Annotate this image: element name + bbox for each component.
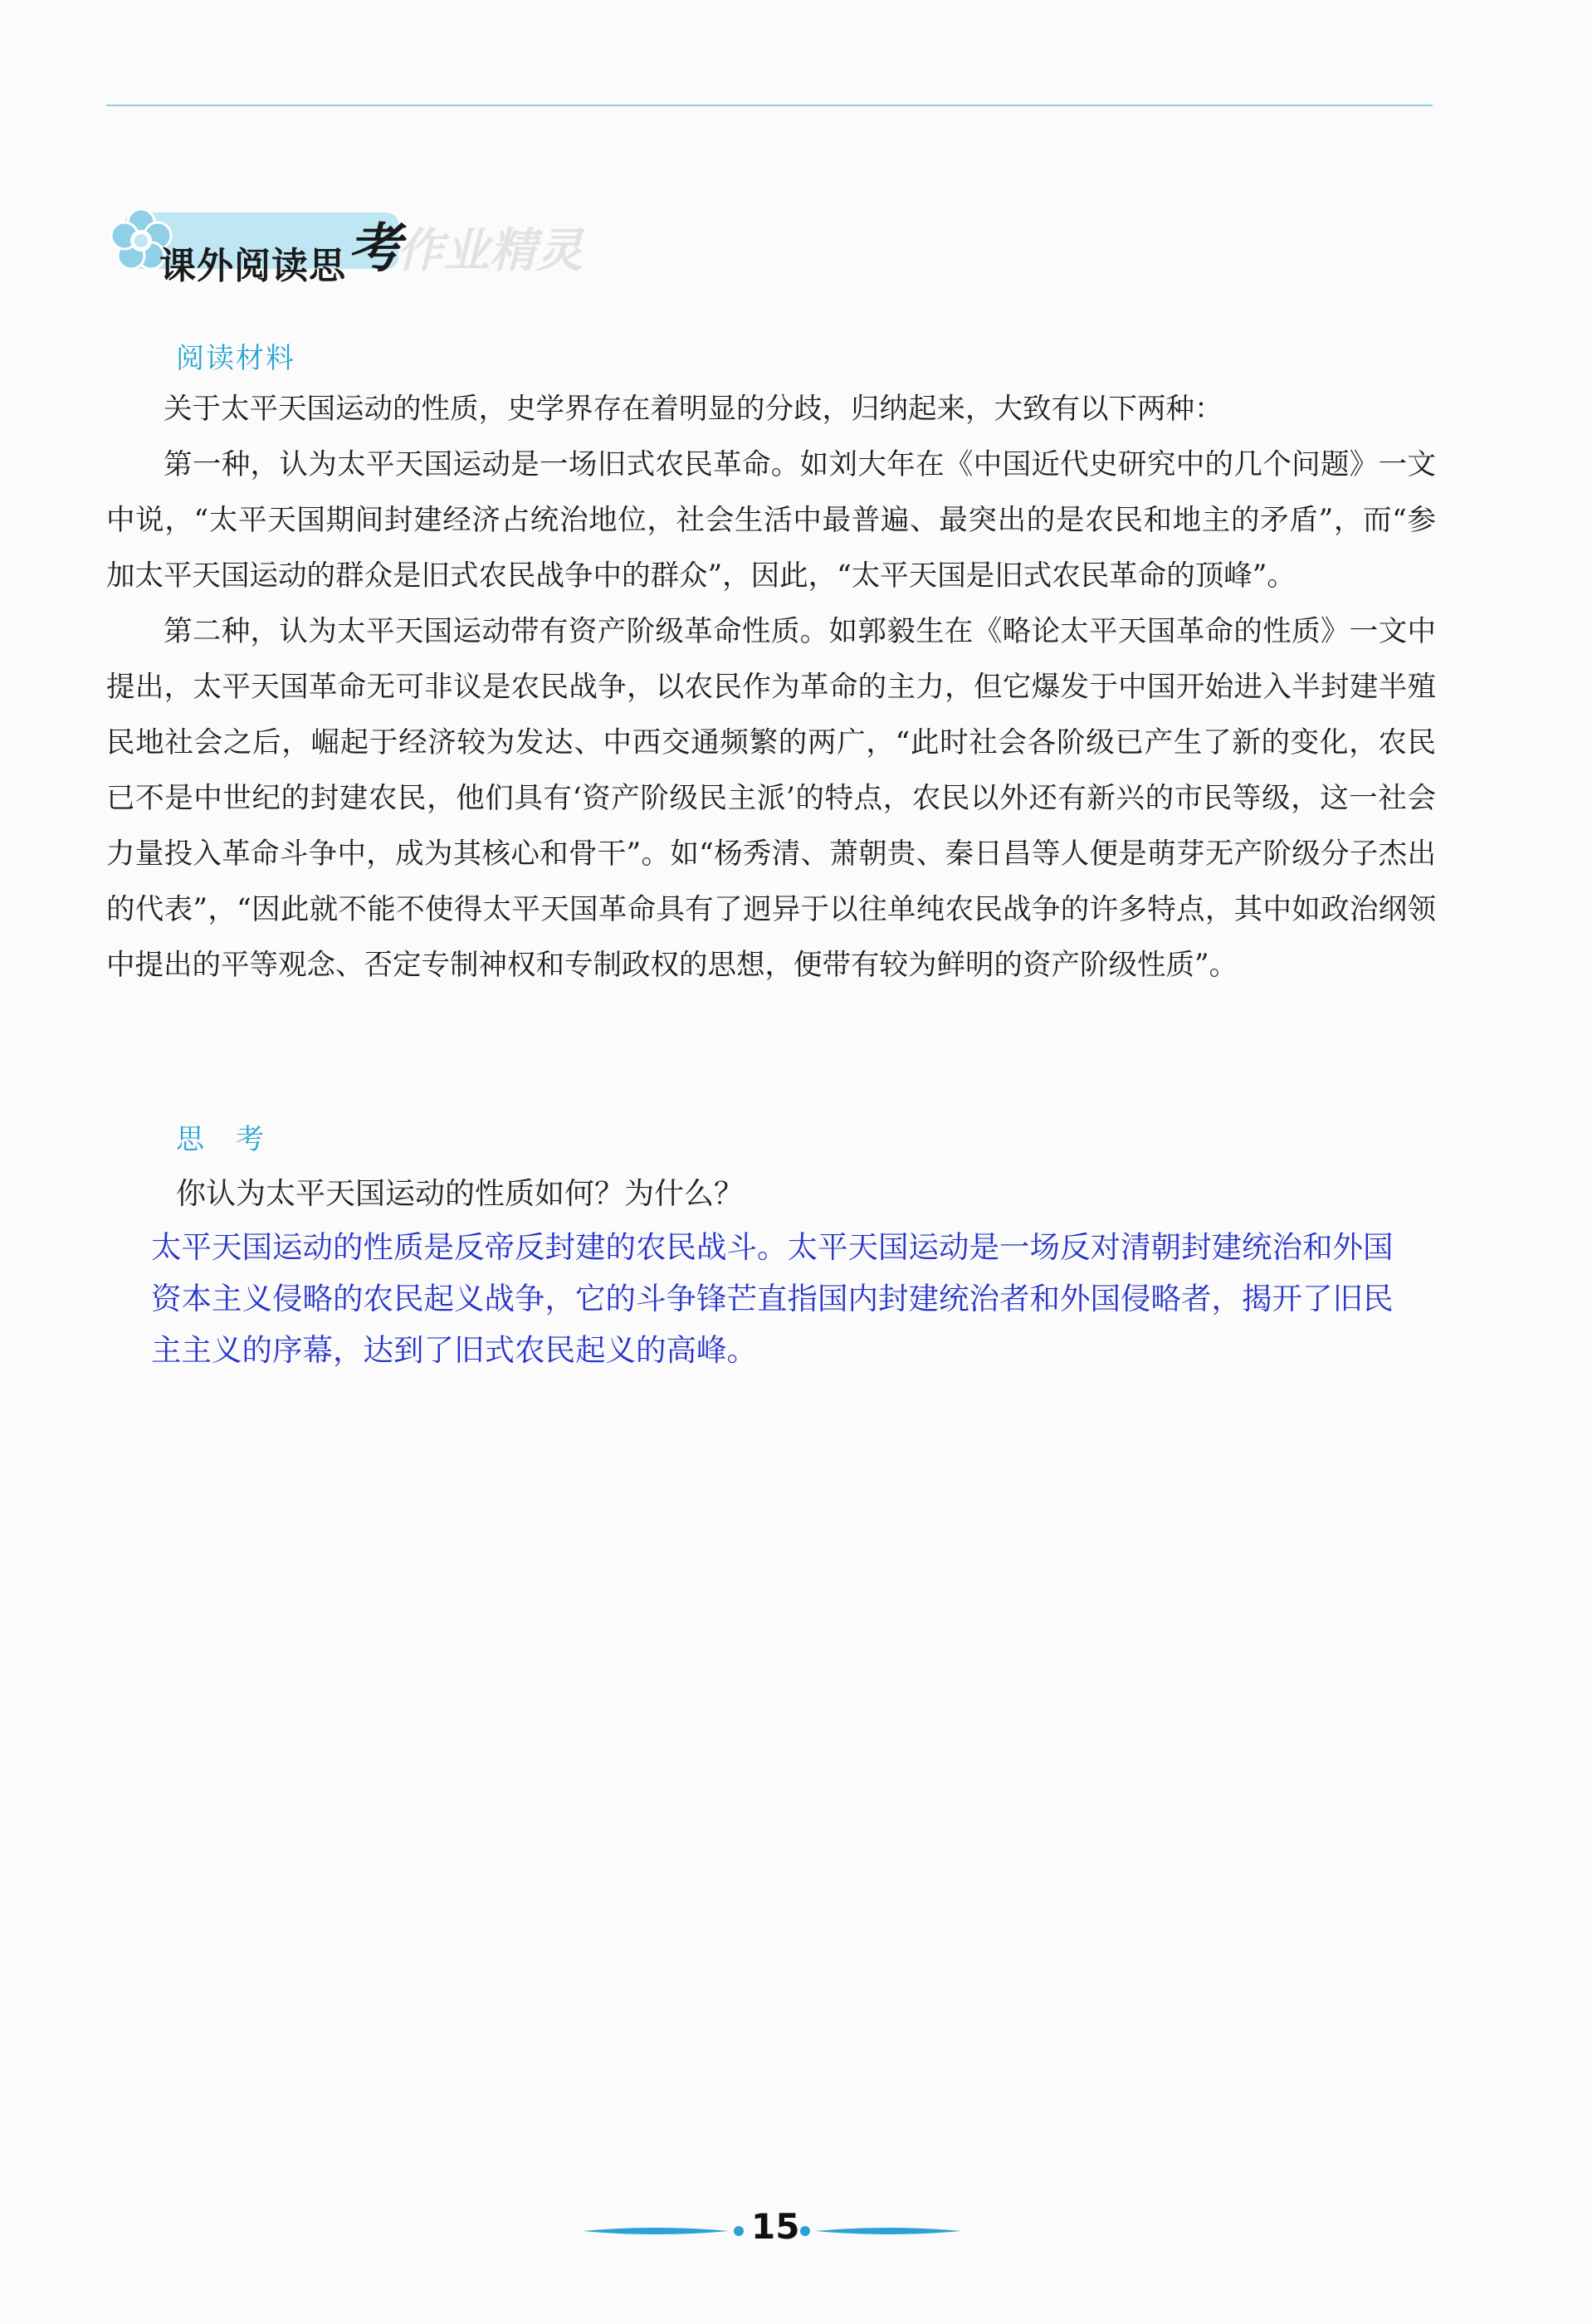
reading-passage (106, 382, 1436, 994)
section-title-emphasis: 考 (348, 217, 402, 280)
question-text: 你认为太平天国运动的性质如何？为什么？ (176, 1177, 745, 1211)
page-footer (581, 2206, 963, 2256)
header-rule (106, 105, 1433, 106)
handwritten-answer: 太平天国运动的性质是反帝反封建的农民战斗。太平天国运动是一场反对清朝封建统治和外国资本主义侵略的农民起义战争，它的斗争锋芒直指国内封建统治者和外国侵略者，揭开了旧民主主义的序幕，达到了旧式农民起义的高峰。 (151, 1229, 1394, 1368)
paragraph-view-two: 第二种，认为太平天国运动带有资产阶级革命性质。如郭毅生在《略论太平天国革命的性质》一文中提出，太平天国革命无可非议是农民战争，以农民作为革命的主力，但它爆发于中国开始进入半封建半殖民地社会之后，崛起于经济较为发达、中西交通频繁的两广，“此时社会各阶级已产生了新的变化，农民已不是中世纪的封建农民，他们具有‘资产阶级民主派’的特点，农民以外还有新兴的市民等级，这一社会力量投入革命斗争中，成为其核心和骨干”。如“杨秀清、萧朝贵、秦日昌等人便是萌芽无产阶级分子杰出的代表”，“因此就不能不使得太平天国革命具有了迥异于以往单纯农民战争的许多特点，其中如政治纲领中提出的平等观念、否定专制神权和专制政权的思想，便带有较为鲜明的资产阶级性质”。 (106, 615, 1436, 982)
section-title (159, 217, 402, 294)
paragraph-view-one: 第一种，认为太平天国运动是一场旧式农民革命。如刘大年在《中国近代史研究中的几个问题》一文中说，“太平天国期间封建经济占统治地位，社会生活中最普遍、最突出的是农民和地主的矛盾”，而“参加太平天国运动的群众是旧式农民战争中的群众”，因此，“太平天国是旧式农民革命的顶峰”。 (106, 448, 1436, 593)
section-title-text: 课外阅读思 (159, 245, 346, 287)
page-number: 15 (751, 2206, 800, 2247)
think-label: 思 考 (176, 1123, 266, 1156)
reading-material-label: 阅读材料 (176, 342, 295, 375)
section-banner (108, 206, 407, 287)
paragraph-intro: 关于太平天国运动的性质，史学界存在着明显的分歧，归纳起来，大致有以下两种： (164, 393, 1223, 426)
watermark: 作业精灵 (397, 224, 583, 278)
